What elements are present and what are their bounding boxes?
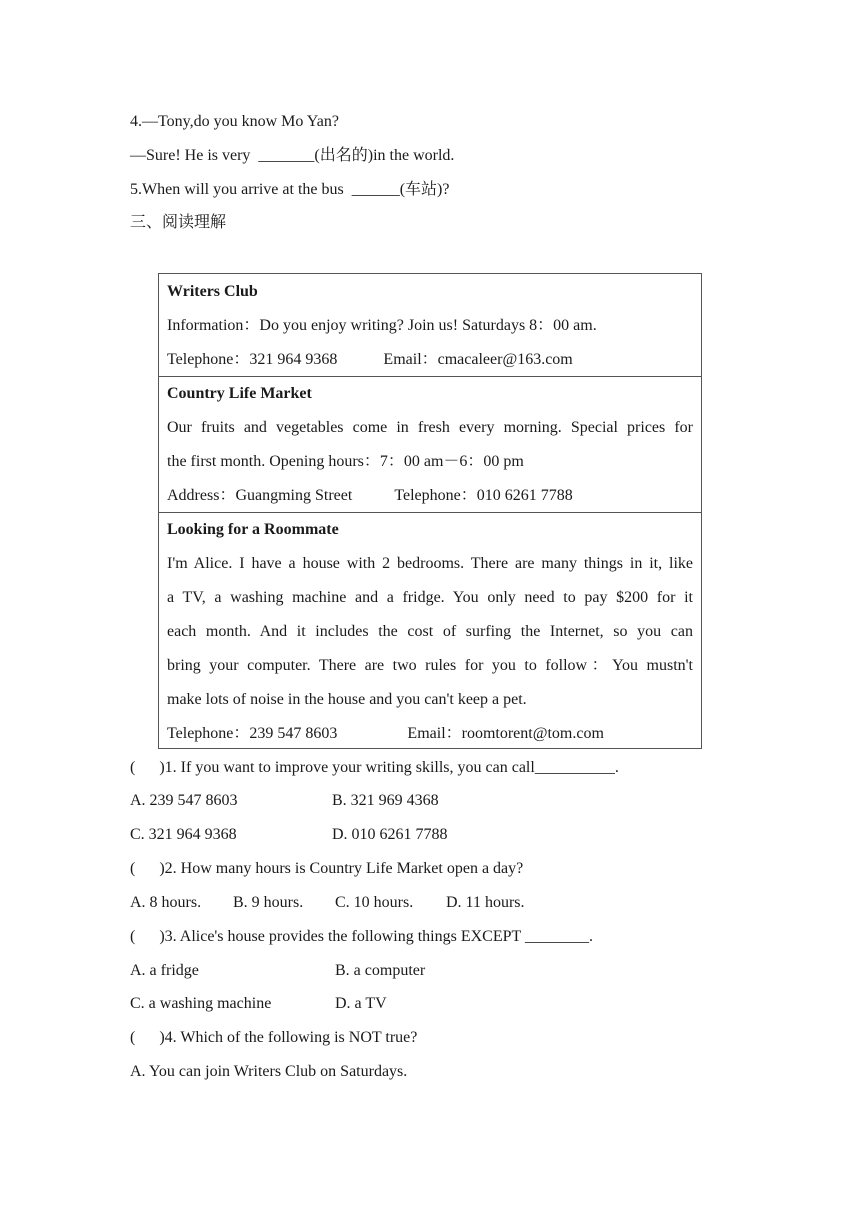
roommate-text-line-4: bring your computer. There are two rules for you to follow：You mustn't xyxy=(167,657,693,674)
question-5-suffix: (车站)? xyxy=(399,181,450,198)
question-3-option-b: B. a computer xyxy=(335,962,426,979)
question-1-option-c: C. 321 964 9368 xyxy=(130,826,237,843)
question-2-option-b: B. 9 hours. xyxy=(233,894,304,911)
question-2-stem: ( )2. How many hours is Country Life Market open a day? xyxy=(130,860,524,877)
question-4-stem: ( )4. Which of the following is NOT true? xyxy=(130,1029,418,1046)
market-text-line-1: Our fruits and vegetables come in fresh every morning. Special prices for xyxy=(167,419,693,436)
question-4-line-1: 4.—Tony,do you know Mo Yan? xyxy=(130,113,339,130)
writers-club-contact xyxy=(167,349,693,371)
question-4-line-2 xyxy=(130,145,454,167)
question-4-suffix: (出名的)in the world. xyxy=(314,147,455,164)
question-3-option-d: D. a TV xyxy=(335,995,387,1012)
market-telephone: Telephone：010 6261 7788 xyxy=(394,487,573,504)
question-3-stem: ( )3. Alice's house provides the following things EXCEPT ________. xyxy=(130,928,593,945)
question-3-option-a: A. a fridge xyxy=(130,962,199,979)
market-text-line-2: the first month. Opening hours：7：00 am－6：00 pm xyxy=(167,453,524,470)
question-1-stem: ( )1. If you want to improve your writing skills, you can call__________. xyxy=(130,759,619,776)
market-address: Address：Guangming Street xyxy=(167,487,353,504)
market-contact xyxy=(167,485,693,507)
question-1-option-b: B. 321 969 4368 xyxy=(332,792,439,809)
question-4-prefix: —Sure! He is very xyxy=(130,147,259,164)
roommate-text-line-5: make lots of noise in the house and you can't keep a pet. xyxy=(167,691,527,708)
writers-club-title: Writers Club xyxy=(167,283,258,300)
writers-club-info: Information：Do you enjoy writing? Join us! Saturdays 8：00 am. xyxy=(167,317,597,334)
question-1-option-d: D. 010 6261 7788 xyxy=(332,826,448,843)
roommate-email: Email：roomtorent@tom.com xyxy=(407,725,604,742)
question-5 xyxy=(130,179,449,201)
question-5-blank: ______ xyxy=(351,181,400,198)
question-4-option-a: A. You can join Writers Club on Saturdays. xyxy=(130,1063,408,1080)
roommate-ad xyxy=(159,512,701,749)
writers-club-telephone: Telephone：321 964 9368 xyxy=(167,351,338,368)
market-ad xyxy=(159,376,701,513)
roommate-title: Looking for a Roommate xyxy=(167,521,339,538)
question-5-prefix: 5.When will you arrive at the bus xyxy=(130,181,352,198)
question-2-option-d: D. 11 hours. xyxy=(446,894,525,911)
question-4-blank: _______ xyxy=(258,147,315,164)
market-title: Country Life Market xyxy=(167,385,312,402)
roommate-text-line-2: a TV, a washing machine and a fridge. You only need to pay $200 for it xyxy=(167,589,693,606)
roommate-contact xyxy=(167,723,693,745)
question-1-option-a: A. 239 547 8603 xyxy=(130,792,238,809)
writers-club-email: Email：cmacaleer@163.com xyxy=(383,351,573,368)
roommate-text-line-1: I'm Alice. I have a house with 2 bedrooms. There are many things in it, like xyxy=(167,555,693,572)
ads-table xyxy=(158,273,702,749)
question-2-option-a: A. 8 hours. xyxy=(130,894,202,911)
section-title: 三、阅读理解 xyxy=(130,214,227,231)
writers-club-ad xyxy=(159,274,701,376)
question-2-option-c: C. 10 hours. xyxy=(335,894,414,911)
question-3-option-c: C. a washing machine xyxy=(130,995,272,1012)
roommate-telephone: Telephone：239 547 8603 xyxy=(167,725,338,742)
roommate-text-line-3: each month. And it includes the cost of surfing the Internet, so you can xyxy=(167,623,693,640)
